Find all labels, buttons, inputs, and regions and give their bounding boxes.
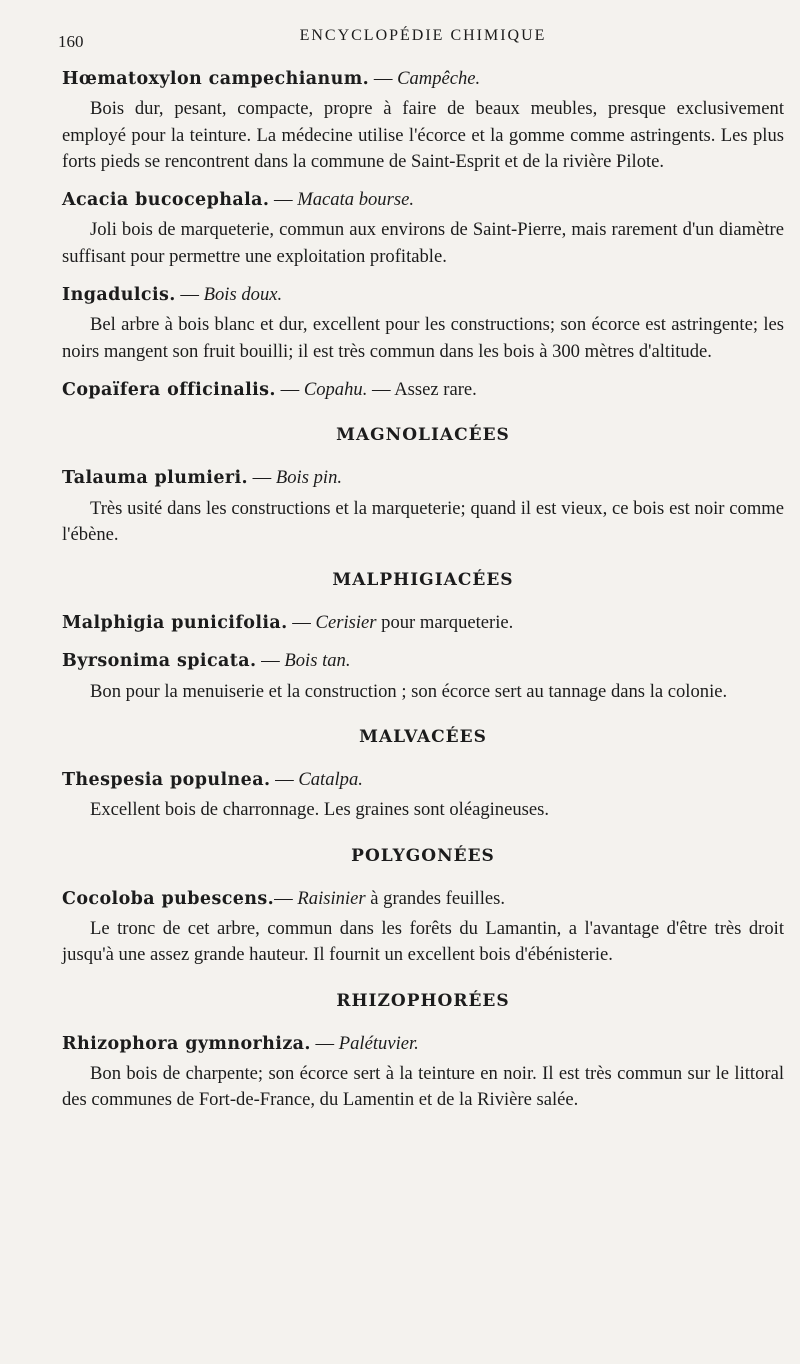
family-heading-polygonees: POLYGONÉES [351,845,495,866]
common-name: Bois tan. [284,650,351,672]
note: à grandes feuilles. [365,887,506,909]
common-name: Campêche. [397,68,481,89]
family-heading-magnoliacees: MAGNOLIACÉES [336,425,510,446]
latin-name: Acacia bucocephala. [62,190,270,211]
entry-haematoxylon-body: Bois dur, pesant, compacte, propre à faire de beaux meubles, presque exclusivement employé pour la teinture. La médecine utilise l'écorce et la gomme comme astringents. Les plus forts pieds se rencontrent dans la commune de Saint-Esprit et de la rivière Pilote. [62,98,784,172]
running-title: ENCYCLOPÉDIE CHIMIQUE [299,27,547,44]
separator: — [248,467,276,489]
entry-haematoxylon-heading [62,66,784,92]
family-heading-malvacees: MALVACÉES [359,727,487,748]
note: pour marqueterie. [376,612,514,634]
entry-cocoloba-heading [62,886,784,912]
page [58,22,784,1113]
latin-name: Copaïfera officinalis. [62,379,276,400]
running-head [58,22,784,56]
common-name: Raisinier [297,887,366,909]
latin-name: Rhizophora gymnorhiza. [62,1033,311,1054]
entry-acacia-body: Joli bois de marqueterie, commun aux environs de Saint-Pierre, mais rarement d'un diamètre suffisant pour permettre une exploitation profitable. [62,219,784,267]
entry-byrsonima-heading [62,648,784,674]
latin-name: Thespesia populnea. [62,770,271,791]
entry-rhizophora-body: Bon bois de charpente; son écorce sert à la teinture en noir. Il est très commun sur le littoral des communes de Fort-de-France, du Lamentin et de la Rivière salée. [62,1062,784,1111]
separator: — [256,650,285,672]
separator: — [275,378,304,400]
separator: — [369,68,398,89]
entry-ingadulcis-heading [62,282,784,308]
latin-name: Byrsonima spicata. [62,651,257,672]
common-name: Cerisier [315,612,377,634]
entry-talauma-heading [62,465,784,491]
separator: — [175,284,204,306]
latin-name: Cocoloba pubescens. [62,888,275,909]
entry-rhizophora-heading [62,1031,784,1057]
common-name: Catalpa. [298,769,363,791]
latin-name: Malphigia punicifolia. [62,613,288,634]
entry-byrsonima-body: Bon pour la menuiserie et la construction ; son écorce sert au tannage dans la colonie. [90,680,728,702]
common-name: Bois pin. [275,467,343,489]
common-name: Macata bourse. [297,189,414,211]
separator: — [274,887,298,909]
common-name: Bois doux. [203,284,283,306]
entry-cocoloba-body: Le tronc de cet arbre, commun dans les forêts du Lamantin, a l'avantage d'être très droit jusqu'à une assez grande hauteur. Il fournit un excellent bois d'ébénisterie. [62,917,784,966]
entry-ingadulcis-body: Bel arbre à bois blanc et dur, excellent pour les constructions; son écorce est astringente; les noirs mangent son fruit bouilli; il est très commun dans les bois à 300 mètres d'altitude. [62,314,784,362]
entry-copaifera-heading [62,377,784,403]
common-name: Copahu. [303,378,368,400]
latin-name: Ingadulcis. [62,285,176,306]
latin-name: Hœmatoxylon campechianum. [62,69,370,89]
latin-name: Talauma plumieri. [62,468,249,489]
separator: — [270,769,299,791]
separator: — [310,1032,339,1054]
entry-thespesia-heading [62,767,784,793]
family-heading-rhizophorees: RHIZOPHORÉES [336,990,510,1011]
separator: — [269,189,298,211]
page-number: 160 [58,32,84,51]
separator: — [287,612,316,634]
note: — Assez rare. [367,378,477,400]
entry-acacia-heading [62,187,784,213]
entry-malphigia-heading [62,610,784,636]
entry-talauma-body: Très usité dans les constructions et la marqueterie; quand il est vieux, ce bois est noir comme l'ébène. [62,497,784,545]
common-name: Palétuvier. [338,1032,419,1054]
entry-thespesia-body: Excellent bois de charronnage. Les graines sont oléagineuses. [90,799,550,821]
family-heading-malphigiacees: MALPHIGIACÉES [332,570,514,591]
